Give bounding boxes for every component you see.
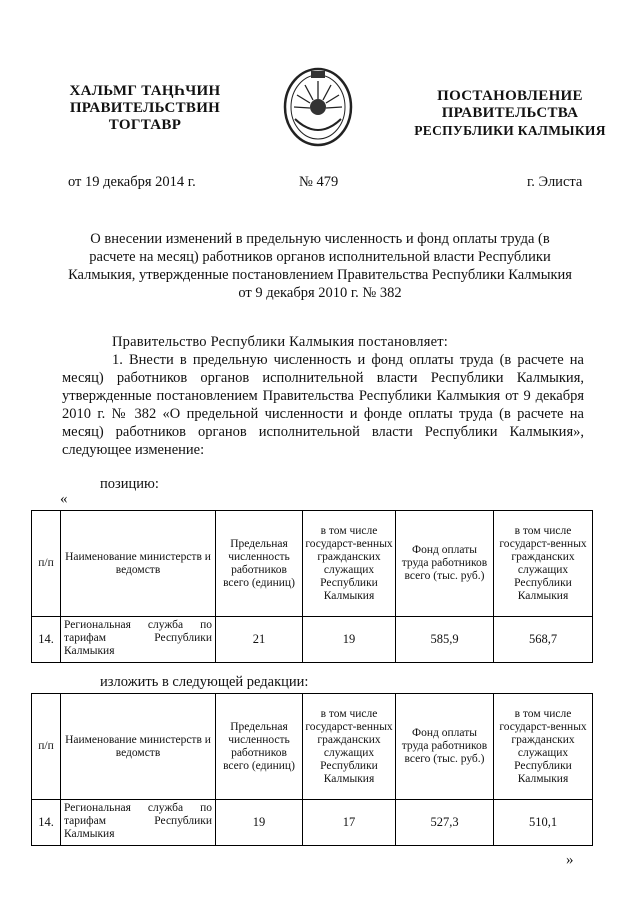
fund-total-cell: 585,9 — [396, 617, 494, 663]
header-cell: Предельная численность работников всего (единиц) — [216, 694, 303, 800]
header-cell: в том числе государст-венных гражданских служащих Республики Калмыкия — [494, 694, 593, 800]
header-left — [40, 83, 250, 134]
close-quote: » — [566, 852, 574, 868]
header-left-line: ПРАВИТЕЛЬСТВИН — [69, 100, 221, 116]
row-number-cell: 14. — [32, 800, 61, 846]
header-right — [400, 88, 620, 139]
decree-city: г. Элиста — [527, 174, 583, 190]
staff-total-cell: 19 — [216, 800, 303, 846]
header-cell: в том числе государст-венных гражданских служащих Республики Калмыкия — [494, 511, 593, 617]
table-new — [31, 693, 593, 846]
header-cell: п/п — [32, 511, 61, 617]
header-cell: Наименование министерств и ведомств — [61, 511, 216, 617]
table-row — [32, 800, 593, 846]
header-right-line: ПРАВИТЕЛЬСТВА — [441, 105, 579, 121]
header-left-line: ХАЛЬМГ ТАҢҺЧИН — [69, 83, 221, 99]
header-cell: Предельная численность работников всего (единиц) — [216, 511, 303, 617]
header-right-line: РЕСПУБЛИКИ КАЛМЫКИЯ — [414, 123, 606, 138]
fund-civil-cell: 568,7 — [494, 617, 593, 663]
decree-body — [62, 333, 584, 459]
decree-title — [40, 230, 600, 302]
table-header-row — [32, 511, 593, 617]
header-right-line: ПОСТАНОВЛЕНИЕ — [437, 88, 583, 104]
ministry-name-cell: Региональная служба по тарифам Республики Калмыкия — [61, 617, 216, 663]
staff-civil-cell: 17 — [303, 800, 396, 846]
header-cell: в том числе государст-венных гражданских служащих Республики Калмыкия — [303, 694, 396, 800]
body-intro: Правительство Республики Калмыкия постановляет: — [112, 334, 448, 350]
title-line: О внесении изменений в предельную численность и фонд оплаты труда (в — [90, 231, 550, 247]
title-line: расчете на месяц) работников органов исполнительной власти Республики — [89, 249, 551, 265]
kalmykia-emblem-icon — [281, 63, 355, 149]
table-old — [31, 510, 593, 663]
title-line: от 9 декабря 2010 г. № 382 — [238, 285, 402, 301]
header-left-line: ТОГТАВР — [108, 117, 182, 133]
header-cell: Фонд оплаты труда работников всего (тыс. руб.) — [396, 511, 494, 617]
staff-total-cell: 21 — [216, 617, 303, 663]
fund-civil-cell: 510,1 — [494, 800, 593, 846]
title-line: Калмыкия, утвержденные постановлением Правительства Республики Калмыкия — [68, 267, 572, 283]
header-cell: Наименование министерств и ведомств — [61, 694, 216, 800]
header-cell: п/п — [32, 694, 61, 800]
header-cell: Фонд оплаты труда работников всего (тыс. руб.) — [396, 694, 494, 800]
table-row — [32, 617, 593, 663]
position-label: позицию: — [100, 476, 159, 492]
open-quote: « — [60, 491, 68, 507]
decree-number: № 479 — [299, 174, 339, 190]
decree-date: от 19 декабря 2014 г. — [68, 174, 196, 190]
body-item-1: 1. Внести в предельную численность и фонд оплаты труда (в расчете на месяц) работников органов исполнительной власти Республики Калмыкия, утвержденные постановлением Правительства Республики Калмыкия от 9 декабря 2010 г. № 382 «О предельной численности и фонде оплаты труда (в расчете на месяц) работников органов исполнительной власти Республики Калмыкия», следующее изменение: — [62, 352, 584, 458]
fund-total-cell: 527,3 — [396, 800, 494, 846]
staff-civil-cell: 19 — [303, 617, 396, 663]
table-header-row — [32, 694, 593, 800]
new-edition-label: изложить в следующей редакции: — [100, 674, 309, 690]
ministry-name-cell: Региональная служба по тарифам Республики Калмыкия — [61, 800, 216, 846]
row-number-cell: 14. — [32, 617, 61, 663]
header-cell: в том числе государст-венных гражданских служащих Республики Калмыкия — [303, 511, 396, 617]
